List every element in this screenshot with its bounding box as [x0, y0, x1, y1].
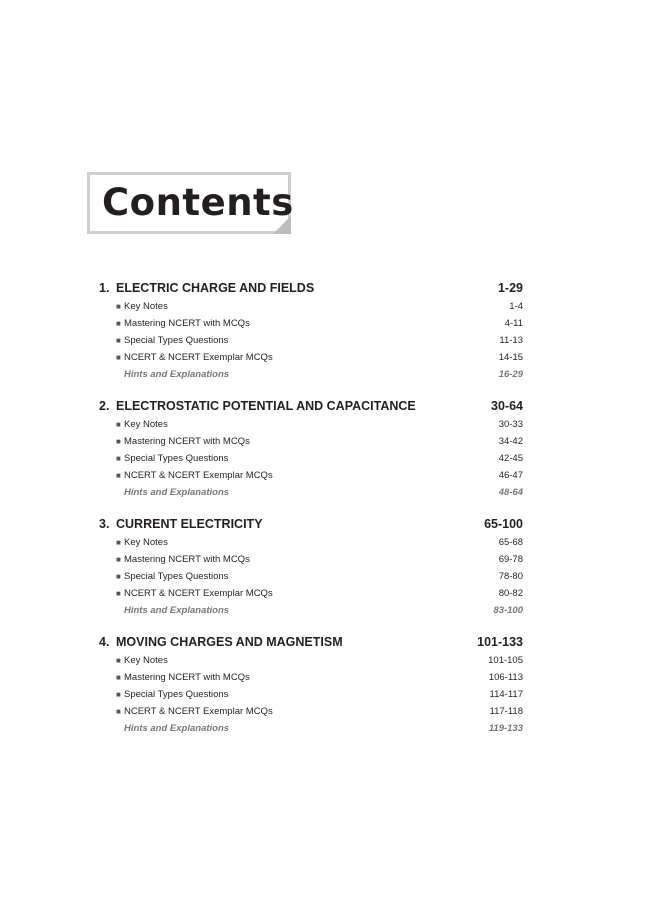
hints-pages: 16-29: [498, 369, 523, 380]
toc-entry[interactable]: [99, 416, 523, 433]
chapter-number: 2.: [99, 399, 110, 413]
chapter-number: 1.: [99, 281, 110, 295]
toc-entry-pages: 30-33: [498, 419, 523, 430]
toc-entry-label: NCERT & NCERT Exemplar MCQs: [124, 706, 273, 717]
toc-entry-label-wrap: [116, 450, 228, 467]
bullet-icon: ■: [116, 302, 121, 311]
toc-entry[interactable]: [99, 433, 523, 450]
toc-entry-pages: 11-13: [499, 335, 523, 346]
chapter-heading[interactable]: [99, 632, 523, 652]
chapter-pages: 101-133: [477, 635, 523, 649]
toc-entry-label-wrap: [116, 551, 250, 568]
bullet-icon: ■: [116, 589, 121, 598]
toc-entry-label: Special Types Questions: [124, 571, 229, 582]
page-title: Contents: [102, 181, 294, 224]
chapter-number: 3.: [99, 517, 110, 531]
toc-entry-label-wrap: [116, 686, 228, 703]
chapter-heading[interactable]: [99, 278, 523, 298]
toc-entry-label: Key Notes: [124, 419, 168, 430]
toc-entry-pages: 65-68: [498, 537, 523, 548]
hints-pages: 83-100: [493, 605, 523, 616]
hints-entry[interactable]: [99, 602, 523, 619]
chapter-title: ELECTROSTATIC POTENTIAL AND CAPACITANCE: [116, 399, 416, 413]
toc-entry-label: Key Notes: [124, 537, 168, 548]
toc-entry[interactable]: [99, 534, 523, 551]
toc-entry-label: Key Notes: [124, 301, 168, 312]
toc-entry[interactable]: [99, 551, 523, 568]
bullet-icon: ■: [116, 471, 121, 480]
bullet-icon: ■: [116, 336, 121, 345]
toc-entry-pages: 46-47: [498, 470, 523, 481]
chapter-title-wrap: [99, 514, 263, 534]
hints-entry[interactable]: [99, 484, 523, 501]
hints-label: Hints and Explanations: [124, 723, 230, 734]
toc-entry[interactable]: [99, 652, 523, 669]
contents-title-box: [87, 172, 294, 234]
chapter-number: 4.: [99, 635, 110, 649]
toc-entry-label-wrap: [116, 349, 273, 366]
toc-entry-label-wrap: [116, 585, 273, 602]
chapter-title-wrap: [99, 396, 416, 416]
bullet-icon: ■: [116, 555, 121, 564]
toc-entry-pages: 4-11: [504, 318, 523, 329]
toc-entry-label: Key Notes: [124, 655, 168, 666]
toc-entry-label-wrap: [116, 534, 168, 551]
toc-entry-pages: 114-117: [489, 689, 523, 700]
toc-entry-label: Special Types Questions: [124, 689, 229, 700]
toc-entry-label-wrap: [116, 416, 168, 433]
toc-entry-label: Mastering NCERT with MCQs: [124, 554, 250, 565]
folded-corner-decoration: [273, 216, 291, 234]
table-of-contents: [99, 278, 523, 750]
toc-entry[interactable]: [99, 332, 523, 349]
toc-entry-label-wrap: [116, 669, 250, 686]
chapter-heading[interactable]: [99, 514, 523, 534]
toc-entry[interactable]: [99, 298, 523, 315]
bullet-icon: ■: [116, 656, 121, 665]
chapter-title: MOVING CHARGES AND MAGNETISM: [116, 635, 343, 649]
toc-entry-pages: 34-42: [498, 436, 523, 447]
toc-entry-pages: 117-118: [489, 706, 523, 717]
bullet-icon: ■: [116, 437, 121, 446]
chapter-title: ELECTRIC CHARGE AND FIELDS: [116, 281, 315, 295]
chapter-title-wrap: [99, 632, 343, 652]
chapter-section: [99, 278, 523, 383]
toc-entry-label: Special Types Questions: [124, 335, 229, 346]
bullet-icon: ■: [116, 707, 121, 716]
hints-entry[interactable]: [99, 720, 523, 737]
toc-entry-label-wrap: [116, 652, 168, 669]
toc-entry[interactable]: [99, 467, 523, 484]
toc-entry-label-wrap: [116, 467, 273, 484]
chapter-list: [99, 278, 523, 737]
toc-entry[interactable]: [99, 669, 523, 686]
toc-entry[interactable]: [99, 315, 523, 332]
toc-entry-label: NCERT & NCERT Exemplar MCQs: [124, 588, 273, 599]
toc-entry-label-wrap: [116, 568, 228, 585]
chapter-pages: 30-64: [491, 399, 523, 413]
chapter-heading[interactable]: [99, 396, 523, 416]
toc-entry[interactable]: [99, 450, 523, 467]
toc-entry-label: Special Types Questions: [124, 453, 229, 464]
chapter-section: [99, 514, 523, 619]
toc-entry-pages: 78-80: [498, 571, 523, 582]
bullet-icon: ■: [116, 454, 121, 463]
toc-entry[interactable]: [99, 568, 523, 585]
toc-entry[interactable]: [99, 585, 523, 602]
chapter-section: [99, 632, 523, 737]
toc-entry-label: Mastering NCERT with MCQs: [124, 672, 250, 683]
toc-entry-pages: 80-82: [498, 588, 523, 599]
toc-entry-pages: 14-15: [498, 352, 523, 363]
hints-label: Hints and Explanations: [124, 369, 230, 380]
toc-entry-pages: 106-113: [488, 672, 523, 683]
bullet-icon: ■: [116, 420, 121, 429]
bullet-icon: ■: [116, 319, 121, 328]
toc-entry-pages: 1-4: [509, 301, 523, 312]
toc-entry[interactable]: [99, 686, 523, 703]
toc-entry-pages: 69-78: [498, 554, 523, 565]
toc-entry-label: Mastering NCERT with MCQs: [124, 436, 250, 447]
toc-entry-label: NCERT & NCERT Exemplar MCQs: [124, 470, 273, 481]
toc-entry-label-wrap: [116, 433, 250, 450]
bullet-icon: ■: [116, 690, 121, 699]
chapter-pages: 65-100: [484, 517, 523, 531]
chapter-pages: 1-29: [497, 281, 523, 295]
bullet-icon: ■: [116, 353, 121, 362]
chapter-title-wrap: [99, 278, 314, 298]
toc-entry-label-wrap: [116, 703, 273, 720]
hints-pages: 119-133: [488, 723, 523, 734]
toc-entry[interactable]: [99, 703, 523, 720]
toc-entry-label-wrap: [116, 315, 250, 332]
toc-entry[interactable]: [99, 349, 523, 366]
toc-entry-label-wrap: [116, 332, 228, 349]
hints-label: Hints and Explanations: [124, 605, 230, 616]
hints-label: Hints and Explanations: [124, 487, 230, 498]
bullet-icon: ■: [116, 538, 121, 547]
toc-entry-pages: 42-45: [498, 453, 523, 464]
hints-entry[interactable]: [99, 366, 523, 383]
toc-entry-label: NCERT & NCERT Exemplar MCQs: [124, 352, 273, 363]
chapter-section: [99, 396, 523, 501]
chapter-title: CURRENT ELECTRICITY: [116, 517, 263, 531]
toc-entry-pages: 101-105: [488, 655, 523, 666]
toc-entry-label-wrap: [116, 298, 168, 315]
bullet-icon: ■: [116, 572, 121, 581]
bullet-icon: ■: [116, 673, 121, 682]
hints-pages: 48-64: [498, 487, 523, 498]
toc-entry-label: Mastering NCERT with MCQs: [124, 318, 250, 329]
